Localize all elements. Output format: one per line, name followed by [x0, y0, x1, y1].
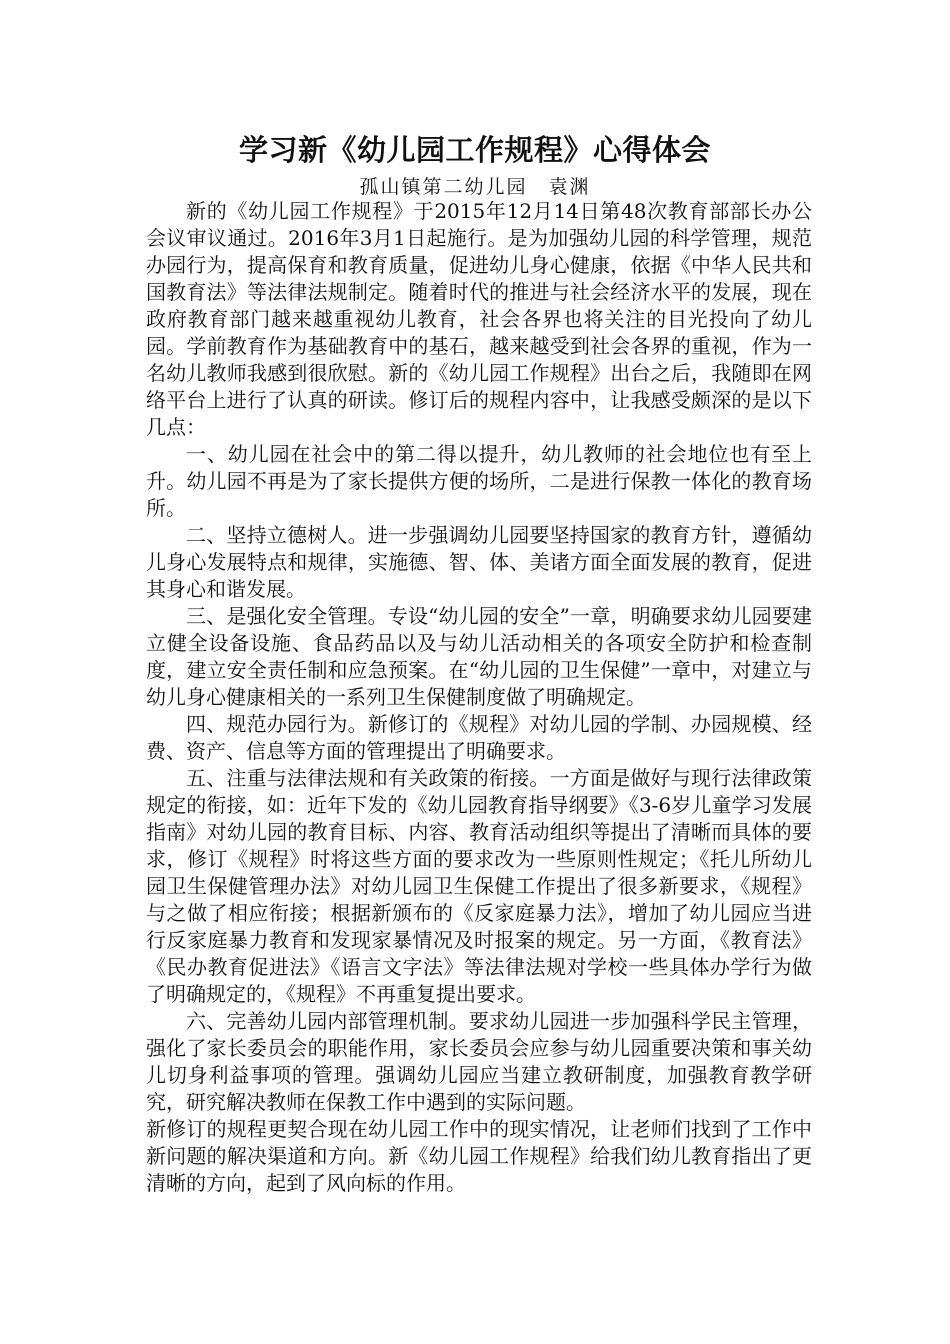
paragraph-point-6: 六、完善幼儿园内部管理机制。要求幼儿园进一步加强科学民主管理，强化了家长委员会的职能作用，家长委员会应参与幼儿园重要决策和事关幼儿切身利益事项的管理。强调幼儿园应当建立教研制度，加强教育教学研究，研究解决教师在保教工作中遇到的实际问题。 [146, 1009, 812, 1114]
paragraph-point-3: 三、是强化安全管理。专设“幼儿园的安全”一章，明确要求幼儿园要建立健全设备设施、食品药品以及与幼儿活动相关的各项安全防护和检查制度，建立安全责任制和应急预案。在“幼儿园的卫生保健”一章中，对建立与幼儿身心健康相关的一系列卫生保健制度做了明确规定。 [146, 604, 812, 709]
paragraph-point-1: 一、幼儿园在社会中的第二得以提升，幼儿教师的社会地位也有至上升。幼儿园不再是为了家长提供方便的场所，二是进行保教一体化的教育场所。 [146, 442, 812, 520]
paragraph-conclusion: 新修订的规程更契合现在幼儿园工作中的现实情况，让老师们找到了工作中新问题的解决渠道和方向。新《幼儿园工作规程》给我们幼儿教育指出了更清晰的方向，起到了风向标的作用。 [146, 1117, 812, 1195]
paragraph-intro: 新的《幼儿园工作规程》于2015年12月14日第48次教育部部长办公会议审议通过。2016年3月1日起施行。是为加强幼儿园的科学管理，规范办园行为，提高保育和教育质量，促进幼儿身心健康，依据《中华人民共和国教育法》等法律法规制定。随着时代的推进与社会经济水平的发展，现在政府教育部门越来越重视幼儿教育，社会各界也将关注的目光投向了幼儿园。学前教育作为基础教育中的基石，越来越受到社会各界的重视，作为一名幼儿教师我感到很欣慰。新的《幼儿园工作规程》出台之后，我随即在网络平台上进行了认真的研读。修订后的规程内容中，让我感受颇深的是以下几点： [146, 199, 812, 439]
paragraph-point-5: 五、注重与法律法规和有关政策的衔接。一方面是做好与现行法律政策规定的衔接，如：近年下发的《幼儿园教育指导纲要》《3-6岁儿童学习发展指南》对幼儿园的教育目标、内容、教育活动组织等提出了清晰而具体的要求，修订《规程》时将这些方面的要求改为一些原则性规定；《托儿所幼儿园卫生保健管理办法》对幼儿园卫生保健工作提出了很多新要求，《规程》与之做了相应衔接；根据新颁布的《反家庭暴力法》，增加了幼儿园应当进行反家庭暴力教育和发现家暴情况及时报案的规定。另一方面，《教育法》《民办教育促进法》《语言文字法》等法律法规对学校一些具体办学行为做了明确规定的，《规程》不再重复提出要求。 [146, 766, 812, 1006]
document-title: 学习新《幼儿园工作规程》心得体会 [238, 133, 711, 167]
paragraph-point-2: 二、坚持立德树人。进一步强调幼儿园要坚持国家的教育方针，遵循幼儿身心发展特点和规律，实施德、智、体、美诸方面全面发展的教育，促进其身心和谐发展。 [146, 523, 812, 601]
document-body [146, 198, 812, 1197]
paragraph-point-4: 四、规范办园行为。新修订的《规程》对幼儿园的学制、办园规模、经费、资产、信息等方面的管理提出了明确要求。 [146, 712, 812, 763]
document-author: 孤山镇第二幼儿园 袁渊 [359, 176, 591, 198]
